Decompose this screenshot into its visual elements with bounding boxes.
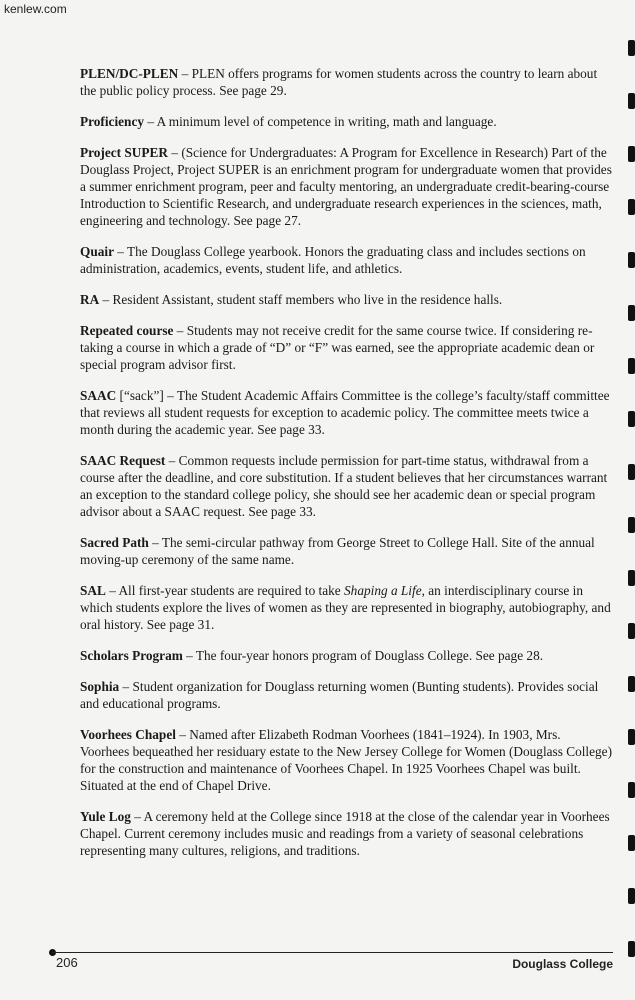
entry-text: – The Douglass College yearbook. Honors the graduating class and includes sections on administration, academics, events, student life, and athletics. [80,244,586,276]
glossary-entry [80,65,612,99]
glossary-entry [80,322,612,373]
footer-title: Douglass College [512,957,613,971]
entry-term: Proficiency [80,114,144,129]
page-number: 206 [56,955,78,970]
binding-ring [628,146,635,162]
binding-ring [628,199,635,215]
entry-text: [“sack”] – The Student Academic Affairs Committee is the college’s faculty/staff committee that reviews all student requests for exception to academic policy. The committee meets twice a month during the academic year. See page 33. [80,388,610,437]
binding-ring [628,93,635,109]
binding-ring [628,40,635,56]
spiral-binding [621,20,635,1000]
entry-text: – PLEN offers programs for women students across the country to learn about the public policy process. See page 29. [80,66,598,98]
binding-ring [628,676,635,692]
glossary-entry [80,678,612,712]
entry-term: Project SUPER [80,145,169,160]
entry-text: – Students may not receive credit for the same course twice. If considering re-taking a course in which a grade of “D” or “F” was earned, see the appropriate academic dean or special program advisor first. [80,323,595,372]
entry-term: Scholars Program [80,648,183,663]
binding-ring [628,888,635,904]
binding-ring [628,729,635,745]
glossary-entry [80,387,612,438]
glossary-content [80,65,612,873]
glossary-entry [80,647,612,664]
entry-term: PLEN/DC-PLEN [80,66,179,81]
binding-ring [628,464,635,480]
binding-ring [628,570,635,586]
binding-ring [628,623,635,639]
binding-ring [628,358,635,374]
course-title: Shaping a Life [344,583,422,598]
entry-text: – Common requests include permission for part-time status, withdrawal from a course after the deadline, and core substitution. If a student believes that her circumstances warrant an exception to the standard college policy, she should see her academic dean or special program advisor about a SAAC request. See page 33. [80,453,608,519]
binding-ring [628,252,635,268]
entry-text: – The four-year honors program of Douglass College. See page 28. [182,648,544,663]
entry-text: – A ceremony held at the College since 1918 at the close of the calendar year in Voorhees Chapel. Current ceremony includes music and readings from a variety of seasonal celebrations representing many cultures, religions, and traditions. [80,809,610,858]
footer-rule [52,952,613,953]
entry-text: – The semi-circular pathway from George Street to College Hall. Site of the annual moving-up ceremony of the same name. [80,535,595,567]
entry-term: SAAC [80,388,117,403]
entry-text: , an interdisciplinary course in which students explore the lives of women as they are represented in biography, autobiography, and oral history. See page 31. [80,583,611,632]
entry-term: SAAC Request [80,453,166,468]
glossary-entry [80,291,612,308]
entry-text: – A minimum level of competence in writing, math and language. [144,114,497,129]
watermark: kenlew.com [4,2,67,16]
entry-text: – Resident Assistant, student staff members who live in the residence halls. [99,292,503,307]
entry-text: – Named after Elizabeth Rodman Voorhees (1841–1924). In 1903, Mrs. Voorhees bequeathed her residuary estate to the New Jersey College for Women (Douglass College) for the construction and maintenance of Voorhees Chapel. In 1925 Voorhees Chapel was built. Situated at the end of Chapel Drive. [80,727,612,793]
entry-text: – (Science for Undergraduates: A Program for Excellence in Research) Part of the Douglass Project, Project SUPER is an enrichment program for undergraduate women that provides a summer enrichment program, peer and faculty mentoring, an undergraduate credit-bearing-course Introduction to Scientific Research, and undergraduate research experiences in the sciences, math, engineering and technology. See page 27. [80,145,612,228]
binding-ring [628,941,635,957]
entry-text: – Student organization for Douglass returning women (Bunting students). Provides social and educational programs. [80,679,599,711]
entry-term: Repeated course [80,323,174,338]
entry-term: Voorhees Chapel [80,727,176,742]
binding-ring [628,411,635,427]
binding-ring [628,517,635,533]
glossary-entry [80,582,612,633]
glossary-entry [80,243,612,277]
entry-term: Sophia [80,679,120,694]
glossary-entry [80,144,612,229]
entry-term: RA [80,292,100,307]
binding-ring [628,305,635,321]
glossary-entry [80,726,612,794]
entry-term: SAL [80,583,106,598]
glossary-entry [80,808,612,859]
entry-term: Sacred Path [80,535,149,550]
binding-ring [628,835,635,851]
entry-term: Quair [80,244,114,259]
glossary-entry [80,113,612,130]
entry-term: Yule Log [80,809,131,824]
glossary-entry [80,452,612,520]
binding-ring [628,782,635,798]
glossary-entry [80,534,612,568]
entry-text: – All first-year students are required to take [105,583,345,598]
